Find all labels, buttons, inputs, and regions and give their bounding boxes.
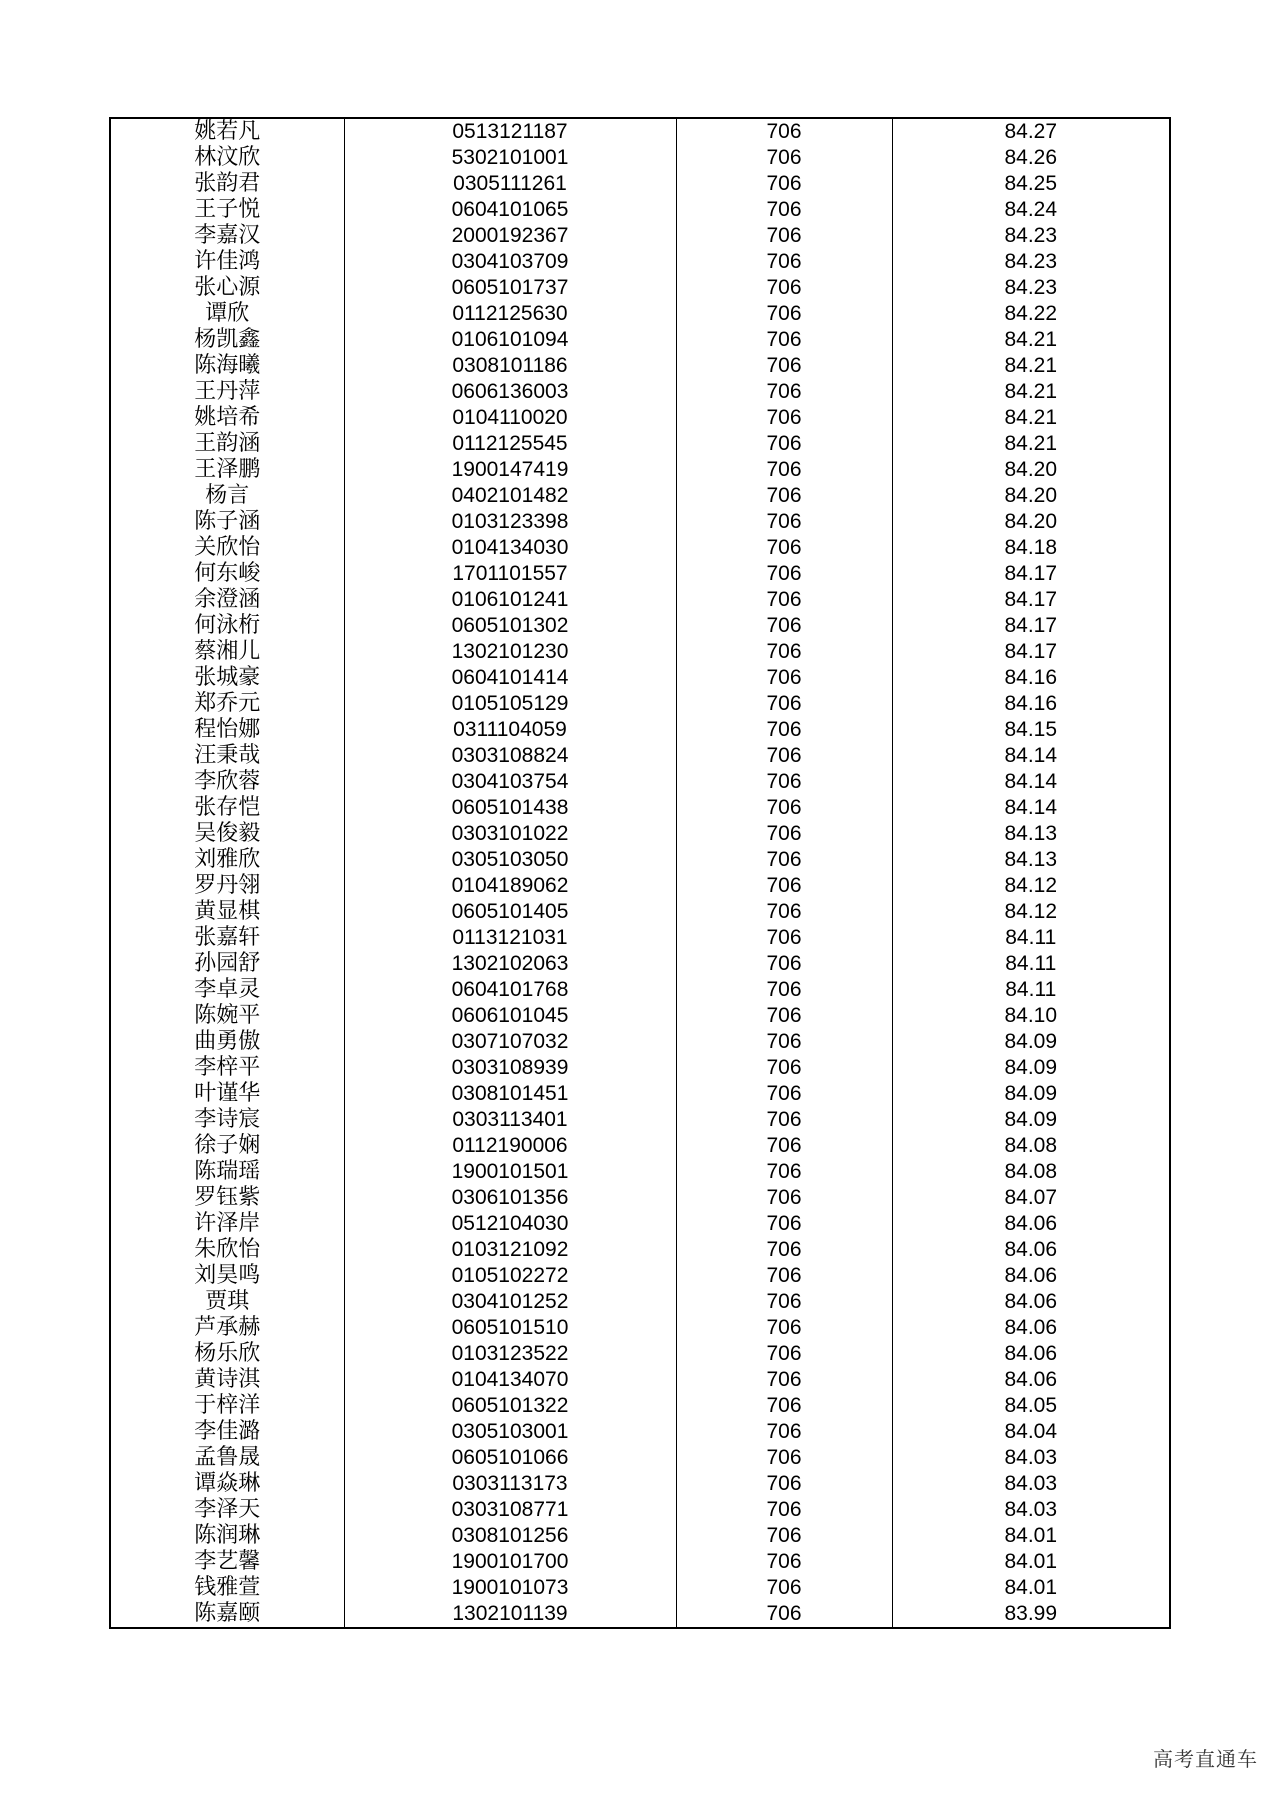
table-row <box>110 1445 1170 1471</box>
name-cell: 何东峻 <box>110 561 344 587</box>
name-cell: 姚若凡 <box>110 118 344 145</box>
name-cell: 黄诗淇 <box>110 1367 344 1393</box>
id-cell: 0303108939 <box>344 1055 676 1081</box>
code-cell: 706 <box>676 1497 892 1523</box>
score-cell: 84.12 <box>892 899 1170 925</box>
code-cell: 706 <box>676 145 892 171</box>
score-cell: 84.05 <box>892 1393 1170 1419</box>
id-cell: 0103123522 <box>344 1341 676 1367</box>
score-cell: 84.15 <box>892 717 1170 743</box>
code-cell: 706 <box>676 977 892 1003</box>
code-cell: 706 <box>676 1445 892 1471</box>
name-cell: 李泽天 <box>110 1497 344 1523</box>
code-cell: 706 <box>676 1549 892 1575</box>
table-row <box>110 535 1170 561</box>
id-cell: 0304101252 <box>344 1289 676 1315</box>
id-cell: 1900101700 <box>344 1549 676 1575</box>
table-row <box>110 1133 1170 1159</box>
table-row <box>110 431 1170 457</box>
code-cell: 706 <box>676 1315 892 1341</box>
id-cell: 0303108771 <box>344 1497 676 1523</box>
code-cell: 706 <box>676 821 892 847</box>
id-cell: 0605101405 <box>344 899 676 925</box>
score-cell: 84.11 <box>892 925 1170 951</box>
name-cell: 杨凯鑫 <box>110 327 344 353</box>
id-cell: 0104134030 <box>344 535 676 561</box>
score-cell: 84.17 <box>892 587 1170 613</box>
table-row <box>110 1029 1170 1055</box>
score-cell: 84.06 <box>892 1263 1170 1289</box>
code-cell: 706 <box>676 847 892 873</box>
name-cell: 陈婉平 <box>110 1003 344 1029</box>
code-cell: 706 <box>676 223 892 249</box>
score-cell: 84.11 <box>892 977 1170 1003</box>
name-cell: 何泳桁 <box>110 613 344 639</box>
score-cell: 84.01 <box>892 1575 1170 1601</box>
code-cell: 706 <box>676 483 892 509</box>
table-row <box>110 639 1170 665</box>
code-cell: 706 <box>676 118 892 145</box>
name-cell: 徐子娴 <box>110 1133 344 1159</box>
name-cell: 张城豪 <box>110 665 344 691</box>
table-row <box>110 1471 1170 1497</box>
id-cell: 0605101302 <box>344 613 676 639</box>
table-row <box>110 1289 1170 1315</box>
code-cell: 706 <box>676 743 892 769</box>
name-cell: 关欣怡 <box>110 535 344 561</box>
name-cell: 陈海曦 <box>110 353 344 379</box>
name-cell: 谭焱琳 <box>110 1471 344 1497</box>
id-cell: 0303113173 <box>344 1471 676 1497</box>
name-cell: 汪秉哉 <box>110 743 344 769</box>
code-cell: 706 <box>676 379 892 405</box>
code-cell: 706 <box>676 1575 892 1601</box>
table-row <box>110 977 1170 1003</box>
id-cell: 1302101139 <box>344 1601 676 1628</box>
name-cell: 于梓洋 <box>110 1393 344 1419</box>
name-cell: 林汶欣 <box>110 145 344 171</box>
code-cell: 706 <box>676 301 892 327</box>
id-cell: 0604101414 <box>344 665 676 691</box>
table-row <box>110 1497 1170 1523</box>
name-cell: 李佳潞 <box>110 1419 344 1445</box>
name-cell: 杨言 <box>110 483 344 509</box>
score-cell: 84.21 <box>892 353 1170 379</box>
table-row <box>110 847 1170 873</box>
score-cell: 84.22 <box>892 301 1170 327</box>
name-cell: 罗丹翎 <box>110 873 344 899</box>
id-cell: 0308101451 <box>344 1081 676 1107</box>
name-cell: 朱欣怡 <box>110 1237 344 1263</box>
code-cell: 706 <box>676 1185 892 1211</box>
score-cell: 84.14 <box>892 743 1170 769</box>
name-cell: 李艺馨 <box>110 1549 344 1575</box>
name-cell: 贾琪 <box>110 1289 344 1315</box>
score-cell: 84.06 <box>892 1211 1170 1237</box>
score-cell: 84.24 <box>892 197 1170 223</box>
id-cell: 0513121187 <box>344 118 676 145</box>
score-cell: 84.16 <box>892 665 1170 691</box>
id-cell: 0604101065 <box>344 197 676 223</box>
score-cell: 84.17 <box>892 561 1170 587</box>
table-row <box>110 483 1170 509</box>
watermark-text: 高考直通车 <box>1153 1747 1258 1771</box>
table-row <box>110 795 1170 821</box>
table-row <box>110 1159 1170 1185</box>
name-cell: 李诗宸 <box>110 1107 344 1133</box>
id-cell: 0112125630 <box>344 301 676 327</box>
score-cell: 84.06 <box>892 1237 1170 1263</box>
table-row <box>110 1575 1170 1601</box>
code-cell: 706 <box>676 327 892 353</box>
table-row <box>110 1419 1170 1445</box>
code-cell: 706 <box>676 197 892 223</box>
score-cell: 84.01 <box>892 1523 1170 1549</box>
table-row <box>110 301 1170 327</box>
name-cell: 王子悦 <box>110 197 344 223</box>
code-cell: 706 <box>676 1003 892 1029</box>
id-cell: 0104134070 <box>344 1367 676 1393</box>
id-cell: 0103121092 <box>344 1237 676 1263</box>
score-cell: 84.27 <box>892 118 1170 145</box>
id-cell: 0304103709 <box>344 249 676 275</box>
id-cell: 0112190006 <box>344 1133 676 1159</box>
code-cell: 706 <box>676 405 892 431</box>
code-cell: 706 <box>676 873 892 899</box>
name-cell: 余澄涵 <box>110 587 344 613</box>
score-cell: 84.23 <box>892 223 1170 249</box>
table-row <box>110 925 1170 951</box>
score-cell: 84.07 <box>892 1185 1170 1211</box>
id-cell: 0604101768 <box>344 977 676 1003</box>
table-row <box>110 899 1170 925</box>
code-cell: 706 <box>676 1029 892 1055</box>
code-cell: 706 <box>676 1263 892 1289</box>
name-cell: 曲勇傲 <box>110 1029 344 1055</box>
id-cell: 0113121031 <box>344 925 676 951</box>
table-row <box>110 1263 1170 1289</box>
name-cell: 程怡娜 <box>110 717 344 743</box>
score-cell: 84.23 <box>892 249 1170 275</box>
score-cell: 84.26 <box>892 145 1170 171</box>
code-cell: 706 <box>676 691 892 717</box>
score-cell: 84.03 <box>892 1445 1170 1471</box>
name-cell: 孟鲁晟 <box>110 1445 344 1471</box>
table-row <box>110 457 1170 483</box>
id-cell: 1302101230 <box>344 639 676 665</box>
table-row <box>110 613 1170 639</box>
name-cell: 李嘉汉 <box>110 223 344 249</box>
table-row <box>110 223 1170 249</box>
table-row <box>110 275 1170 301</box>
name-cell: 吴俊毅 <box>110 821 344 847</box>
table-row <box>110 327 1170 353</box>
code-cell: 706 <box>676 353 892 379</box>
code-cell: 706 <box>676 1601 892 1628</box>
score-cell: 84.13 <box>892 821 1170 847</box>
code-cell: 706 <box>676 1237 892 1263</box>
code-cell: 706 <box>676 639 892 665</box>
code-cell: 706 <box>676 795 892 821</box>
name-cell: 黄显棋 <box>110 899 344 925</box>
id-cell: 0105105129 <box>344 691 676 717</box>
name-cell: 王丹萍 <box>110 379 344 405</box>
score-cell: 84.01 <box>892 1549 1170 1575</box>
table-row <box>110 379 1170 405</box>
code-cell: 706 <box>676 587 892 613</box>
name-cell: 刘雅欣 <box>110 847 344 873</box>
code-cell: 706 <box>676 1367 892 1393</box>
id-cell: 0303108824 <box>344 743 676 769</box>
id-cell: 0311104059 <box>344 717 676 743</box>
score-cell: 84.25 <box>892 171 1170 197</box>
name-cell: 叶谨华 <box>110 1081 344 1107</box>
code-cell: 706 <box>676 1523 892 1549</box>
code-cell: 706 <box>676 275 892 301</box>
table-row <box>110 769 1170 795</box>
code-cell: 706 <box>676 171 892 197</box>
score-cell: 84.08 <box>892 1133 1170 1159</box>
score-cell: 84.06 <box>892 1341 1170 1367</box>
score-table <box>109 117 1171 1629</box>
id-cell: 0307107032 <box>344 1029 676 1055</box>
score-cell: 84.14 <box>892 795 1170 821</box>
code-cell: 706 <box>676 509 892 535</box>
code-cell: 706 <box>676 665 892 691</box>
code-cell: 706 <box>676 1211 892 1237</box>
id-cell: 0605101322 <box>344 1393 676 1419</box>
table-row <box>110 743 1170 769</box>
id-cell: 1701101557 <box>344 561 676 587</box>
table-row <box>110 665 1170 691</box>
table-row <box>110 873 1170 899</box>
table-row <box>110 1055 1170 1081</box>
id-cell: 1900101501 <box>344 1159 676 1185</box>
id-cell: 0103123398 <box>344 509 676 535</box>
code-cell: 706 <box>676 1289 892 1315</box>
id-cell: 2000192367 <box>344 223 676 249</box>
score-cell: 84.21 <box>892 327 1170 353</box>
table-row <box>110 249 1170 275</box>
code-cell: 706 <box>676 899 892 925</box>
score-cell: 84.14 <box>892 769 1170 795</box>
table-row <box>110 1211 1170 1237</box>
table-row <box>110 717 1170 743</box>
score-cell: 84.12 <box>892 873 1170 899</box>
id-cell: 0605101737 <box>344 275 676 301</box>
id-cell: 0104110020 <box>344 405 676 431</box>
code-cell: 706 <box>676 1341 892 1367</box>
name-cell: 张韵君 <box>110 171 344 197</box>
name-cell: 谭欣 <box>110 301 344 327</box>
table-row <box>110 1107 1170 1133</box>
code-cell: 706 <box>676 1159 892 1185</box>
id-cell: 1900147419 <box>344 457 676 483</box>
id-cell: 1302102063 <box>344 951 676 977</box>
table-row <box>110 821 1170 847</box>
score-cell: 84.04 <box>892 1419 1170 1445</box>
table-row <box>110 587 1170 613</box>
score-cell: 84.09 <box>892 1107 1170 1133</box>
name-cell: 芦承赫 <box>110 1315 344 1341</box>
id-cell: 0606101045 <box>344 1003 676 1029</box>
table-row <box>110 118 1170 145</box>
code-cell: 706 <box>676 1393 892 1419</box>
id-cell: 0605101438 <box>344 795 676 821</box>
code-cell: 706 <box>676 925 892 951</box>
id-cell: 5302101001 <box>344 145 676 171</box>
table-row <box>110 1185 1170 1211</box>
score-cell: 84.20 <box>892 483 1170 509</box>
score-cell: 84.16 <box>892 691 1170 717</box>
name-cell: 陈嘉颐 <box>110 1601 344 1628</box>
score-cell: 84.20 <box>892 457 1170 483</box>
id-cell: 0308101186 <box>344 353 676 379</box>
code-cell: 706 <box>676 951 892 977</box>
table-row <box>110 1549 1170 1575</box>
score-cell: 84.21 <box>892 431 1170 457</box>
score-cell: 84.06 <box>892 1289 1170 1315</box>
code-cell: 706 <box>676 769 892 795</box>
table-row <box>110 197 1170 223</box>
table-row <box>110 561 1170 587</box>
id-cell: 0305103050 <box>344 847 676 873</box>
id-cell: 0605101066 <box>344 1445 676 1471</box>
score-cell: 84.10 <box>892 1003 1170 1029</box>
id-cell: 0106101094 <box>344 327 676 353</box>
table-row <box>110 1367 1170 1393</box>
table-row <box>110 1341 1170 1367</box>
id-cell: 0512104030 <box>344 1211 676 1237</box>
id-cell: 0304103754 <box>344 769 676 795</box>
id-cell: 0305111261 <box>344 171 676 197</box>
code-cell: 706 <box>676 1133 892 1159</box>
score-cell: 84.03 <box>892 1497 1170 1523</box>
id-cell: 0303113401 <box>344 1107 676 1133</box>
name-cell: 姚培希 <box>110 405 344 431</box>
id-cell: 0305103001 <box>344 1419 676 1445</box>
id-cell: 0308101256 <box>344 1523 676 1549</box>
table-row <box>110 1003 1170 1029</box>
name-cell: 王泽鹏 <box>110 457 344 483</box>
table-row <box>110 171 1170 197</box>
score-cell: 84.20 <box>892 509 1170 535</box>
code-cell: 706 <box>676 249 892 275</box>
score-cell: 84.09 <box>892 1029 1170 1055</box>
table-row <box>110 145 1170 171</box>
score-cell: 84.09 <box>892 1081 1170 1107</box>
name-cell: 王韵涵 <box>110 431 344 457</box>
id-cell: 0605101510 <box>344 1315 676 1341</box>
code-cell: 706 <box>676 1471 892 1497</box>
score-cell: 84.21 <box>892 405 1170 431</box>
table-row <box>110 509 1170 535</box>
table-row <box>110 1601 1170 1628</box>
id-cell: 0606136003 <box>344 379 676 405</box>
score-cell: 84.13 <box>892 847 1170 873</box>
id-cell: 0104189062 <box>344 873 676 899</box>
name-cell: 许佳鸿 <box>110 249 344 275</box>
id-cell: 0402101482 <box>344 483 676 509</box>
score-cell: 84.11 <box>892 951 1170 977</box>
name-cell: 张心源 <box>110 275 344 301</box>
table-row <box>110 1081 1170 1107</box>
code-cell: 706 <box>676 1419 892 1445</box>
id-cell: 0105102272 <box>344 1263 676 1289</box>
score-cell: 83.99 <box>892 1601 1170 1628</box>
score-cell: 84.03 <box>892 1471 1170 1497</box>
name-cell: 陈瑞瑶 <box>110 1159 344 1185</box>
name-cell: 孙园舒 <box>110 951 344 977</box>
score-cell: 84.17 <box>892 639 1170 665</box>
name-cell: 罗钰紫 <box>110 1185 344 1211</box>
table-row <box>110 1237 1170 1263</box>
name-cell: 钱雅萱 <box>110 1575 344 1601</box>
name-cell: 蔡湘儿 <box>110 639 344 665</box>
code-cell: 706 <box>676 1107 892 1133</box>
code-cell: 706 <box>676 431 892 457</box>
name-cell: 张存恺 <box>110 795 344 821</box>
id-cell: 0303101022 <box>344 821 676 847</box>
id-cell: 0106101241 <box>344 587 676 613</box>
score-cell: 84.09 <box>892 1055 1170 1081</box>
name-cell: 杨乐欣 <box>110 1341 344 1367</box>
table-row <box>110 1393 1170 1419</box>
name-cell: 李卓灵 <box>110 977 344 1003</box>
id-cell: 1900101073 <box>344 1575 676 1601</box>
name-cell: 刘昊鸣 <box>110 1263 344 1289</box>
code-cell: 706 <box>676 561 892 587</box>
name-cell: 李梓平 <box>110 1055 344 1081</box>
code-cell: 706 <box>676 613 892 639</box>
score-table-body <box>110 118 1170 1628</box>
table-row <box>110 691 1170 717</box>
name-cell: 陈子涵 <box>110 509 344 535</box>
score-cell: 84.18 <box>892 535 1170 561</box>
name-cell: 李欣蓉 <box>110 769 344 795</box>
score-cell: 84.06 <box>892 1315 1170 1341</box>
code-cell: 706 <box>676 535 892 561</box>
name-cell: 张嘉轩 <box>110 925 344 951</box>
score-cell: 84.21 <box>892 379 1170 405</box>
score-cell: 84.17 <box>892 613 1170 639</box>
id-cell: 0112125545 <box>344 431 676 457</box>
table-row <box>110 353 1170 379</box>
code-cell: 706 <box>676 1081 892 1107</box>
table-row <box>110 1523 1170 1549</box>
name-cell: 郑乔元 <box>110 691 344 717</box>
score-cell: 84.08 <box>892 1159 1170 1185</box>
table-row <box>110 951 1170 977</box>
score-cell: 84.06 <box>892 1367 1170 1393</box>
table-row <box>110 405 1170 431</box>
code-cell: 706 <box>676 457 892 483</box>
score-cell: 84.23 <box>892 275 1170 301</box>
table-row <box>110 1315 1170 1341</box>
id-cell: 0306101356 <box>344 1185 676 1211</box>
name-cell: 许泽岸 <box>110 1211 344 1237</box>
name-cell: 陈润琳 <box>110 1523 344 1549</box>
code-cell: 706 <box>676 717 892 743</box>
code-cell: 706 <box>676 1055 892 1081</box>
